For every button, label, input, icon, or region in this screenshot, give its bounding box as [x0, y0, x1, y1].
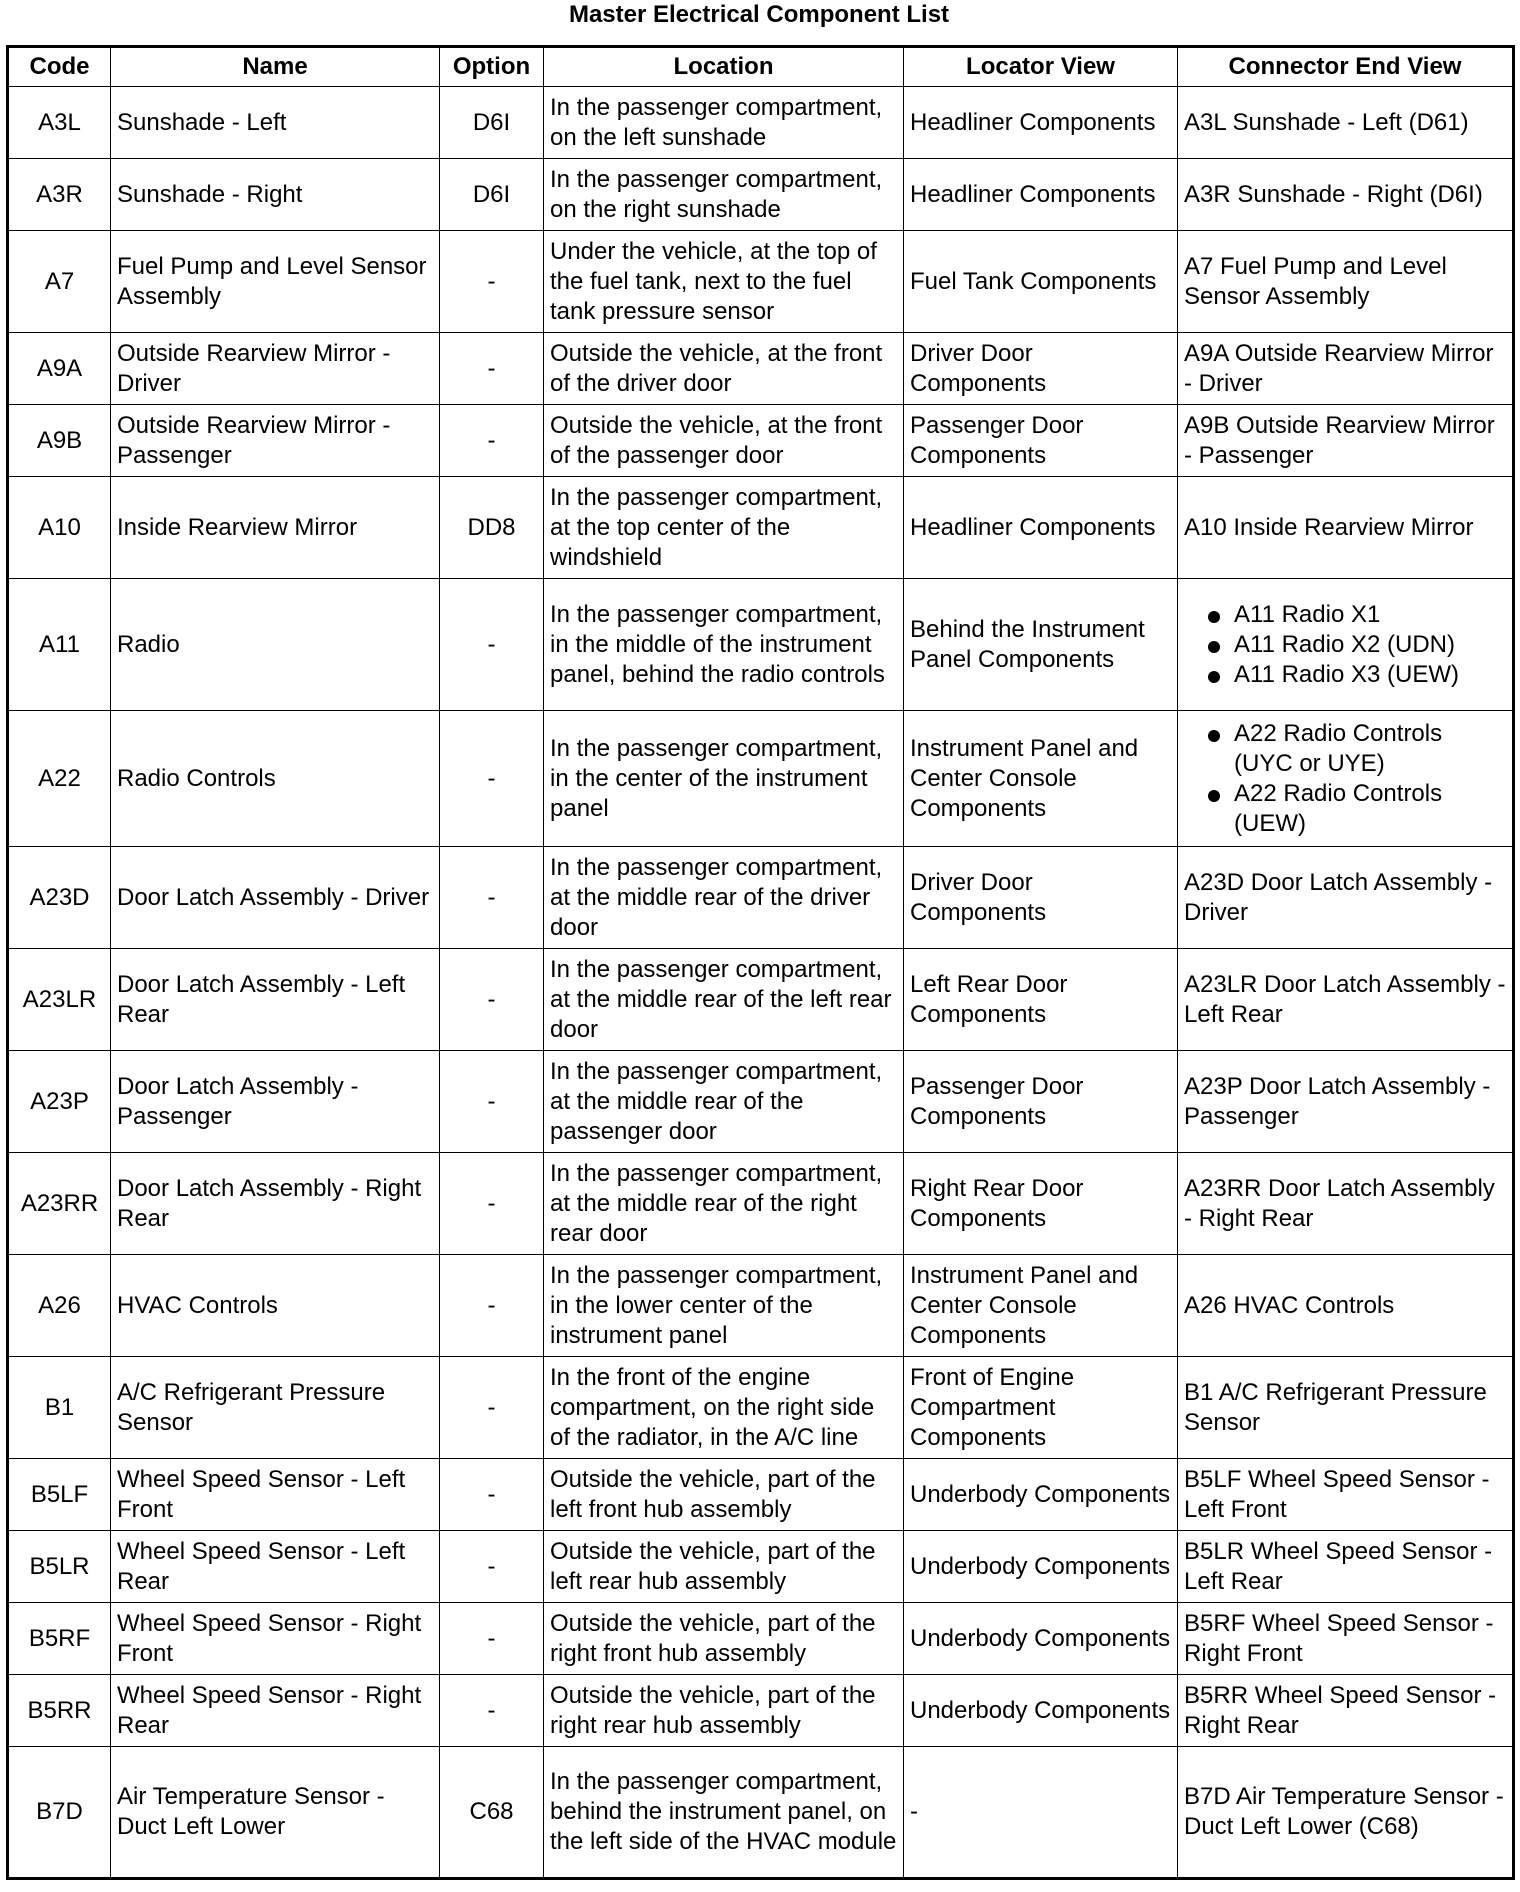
cell-option: DD8 [440, 477, 544, 579]
cell-name: Fuel Pump and Level Sensor Assembly [111, 231, 440, 333]
cell-option: - [440, 1255, 544, 1357]
cell-code: B5LR [8, 1531, 111, 1603]
connector-list-item: A22 Radio Controls (UEW) [1184, 779, 1506, 839]
cell-name: Door Latch Assembly - Right Rear [111, 1153, 440, 1255]
cell-locator-view: Driver Door Components [904, 333, 1178, 405]
cell-connector-end-view [1178, 87, 1514, 159]
cell-location: Outside the vehicle, part of the left rear hub assembly [544, 1531, 904, 1603]
table-row [8, 1459, 1514, 1531]
cell-locator-view: Passenger Door Components [904, 1051, 1178, 1153]
cell-name: Wheel Speed Sensor - Right Rear [111, 1675, 440, 1747]
cell-code: B7D [8, 1747, 111, 1879]
cell-locator-view: Behind the Instrument Panel Components [904, 579, 1178, 711]
table-row [8, 579, 1514, 711]
cell-connector-end-view [1178, 847, 1514, 949]
cell-code: B1 [8, 1357, 111, 1459]
column-header-locator-view: Locator View [904, 47, 1178, 87]
column-header-option: Option [440, 47, 544, 87]
cell-locator-view: Driver Door Components [904, 847, 1178, 949]
cell-connector-end-view [1178, 1603, 1514, 1675]
cell-connector-end-view [1178, 159, 1514, 231]
cell-code: A3L [8, 87, 111, 159]
cell-connector-end-view [1178, 711, 1514, 847]
connector-text: B5LF Wheel Speed Sensor - Left Front [1184, 1465, 1490, 1523]
cell-code: A23D [8, 847, 111, 949]
cell-option: C68 [440, 1747, 544, 1879]
cell-code: A3R [8, 159, 111, 231]
table-row [8, 87, 1514, 159]
cell-name: Sunshade - Left [111, 87, 440, 159]
cell-name: Inside Rearview Mirror [111, 477, 440, 579]
cell-location: In the passenger compartment, on the left sunshade [544, 87, 904, 159]
cell-option: - [440, 1603, 544, 1675]
connector-text: A9A Outside Rearview Mirror - Driver [1184, 339, 1494, 397]
cell-connector-end-view [1178, 231, 1514, 333]
cell-connector-end-view [1178, 477, 1514, 579]
cell-locator-view: Right Rear Door Components [904, 1153, 1178, 1255]
connector-list-item: A11 Radio X1 [1184, 600, 1506, 630]
table-row [8, 231, 1514, 333]
cell-name: Radio Controls [111, 711, 440, 847]
connector-text: A26 HVAC Controls [1184, 1291, 1395, 1319]
cell-option: - [440, 1531, 544, 1603]
cell-connector-end-view [1178, 1255, 1514, 1357]
table-row [8, 949, 1514, 1051]
connector-text: B5LR Wheel Speed Sensor - Left Rear [1184, 1537, 1493, 1595]
table-row [8, 1531, 1514, 1603]
connector-text: B7D Air Temperature Sensor - Duct Left Lower (C68) [1184, 1783, 1504, 1840]
cell-option: - [440, 333, 544, 405]
connector-list [1184, 719, 1506, 839]
cell-option: - [440, 1153, 544, 1255]
cell-option: D6I [440, 159, 544, 231]
cell-locator-view: Headliner Components [904, 477, 1178, 579]
table-row [8, 1747, 1514, 1879]
document-title: Master Electrical Component List [568, 1, 950, 28]
cell-code: B5RR [8, 1675, 111, 1747]
table-row [8, 405, 1514, 477]
table-row [8, 847, 1514, 949]
cell-name: Door Latch Assembly - Driver [111, 847, 440, 949]
cell-connector-end-view [1178, 1357, 1514, 1459]
cell-locator-view: Underbody Components [904, 1531, 1178, 1603]
cell-code: A23RR [8, 1153, 111, 1255]
connector-text: A9B Outside Rearview Mirror - Passenger [1184, 411, 1495, 469]
connector-text: B5RF Wheel Speed Sensor - Right Front [1184, 1609, 1494, 1667]
table-row [8, 477, 1514, 579]
table-body [8, 87, 1514, 1879]
table-row [8, 711, 1514, 847]
cell-location: In the passenger compartment, at the middle rear of the left rear door [544, 949, 904, 1051]
cell-option: - [440, 711, 544, 847]
cell-code: B5LF [8, 1459, 111, 1531]
cell-code: B5RF [8, 1603, 111, 1675]
cell-connector-end-view [1178, 333, 1514, 405]
cell-name: A/C Refrigerant Pressure Sensor [111, 1357, 440, 1459]
connector-text: A23RR Door Latch Assembly - Right Rear [1184, 1174, 1495, 1232]
cell-locator-view: Passenger Door Components [904, 405, 1178, 477]
cell-code: A9B [8, 405, 111, 477]
connector-list [1184, 600, 1506, 690]
table-row [8, 1153, 1514, 1255]
cell-option: - [440, 1051, 544, 1153]
table-row [8, 1675, 1514, 1747]
cell-name: Door Latch Assembly - Left Rear [111, 949, 440, 1051]
cell-connector-end-view [1178, 1675, 1514, 1747]
cell-locator-view: Instrument Panel and Center Console Components [904, 1255, 1178, 1357]
cell-name: Wheel Speed Sensor - Left Rear [111, 1531, 440, 1603]
cell-option: - [440, 1357, 544, 1459]
cell-code: A23P [8, 1051, 111, 1153]
cell-connector-end-view [1178, 949, 1514, 1051]
cell-locator-view: Underbody Components [904, 1603, 1178, 1675]
cell-location: In the passenger compartment, on the right sunshade [544, 159, 904, 231]
connector-text: A23LR Door Latch Assembly - Left Rear [1184, 970, 1506, 1028]
column-header-location: Location [544, 47, 904, 87]
cell-code: A23LR [8, 949, 111, 1051]
connector-text: A10 Inside Rearview Mirror [1184, 513, 1474, 541]
component-table [6, 45, 1515, 1880]
cell-location: In the passenger compartment, in the lower center of the instrument panel [544, 1255, 904, 1357]
cell-location: In the passenger compartment, at the middle rear of the driver door [544, 847, 904, 949]
connector-text: A3L Sunshade - Left (D61) [1184, 108, 1469, 136]
connector-text: B1 A/C Refrigerant Pressure Sensor [1184, 1378, 1487, 1436]
cell-location: Under the vehicle, at the top of the fuel tank, next to the fuel tank pressure sensor [544, 231, 904, 333]
cell-name: Wheel Speed Sensor - Left Front [111, 1459, 440, 1531]
cell-connector-end-view [1178, 1531, 1514, 1603]
connector-text: A3R Sunshade - Right (D6I) [1184, 180, 1483, 208]
cell-locator-view: Fuel Tank Components [904, 231, 1178, 333]
cell-connector-end-view [1178, 1153, 1514, 1255]
cell-connector-end-view [1178, 1459, 1514, 1531]
table-row [8, 1603, 1514, 1675]
cell-locator-view: Underbody Components [904, 1675, 1178, 1747]
cell-name: Air Temperature Sensor - Duct Left Lower [111, 1747, 440, 1879]
connector-list-item: A11 Radio X3 (UEW) [1184, 660, 1506, 690]
cell-name: Radio [111, 579, 440, 711]
cell-connector-end-view [1178, 579, 1514, 711]
cell-code: A9A [8, 333, 111, 405]
cell-option: - [440, 847, 544, 949]
table-row [8, 1255, 1514, 1357]
connector-text: B5RR Wheel Speed Sensor - Right Rear [1184, 1681, 1497, 1739]
cell-code: A22 [8, 711, 111, 847]
cell-locator-view: Headliner Components [904, 159, 1178, 231]
cell-code: A11 [8, 579, 111, 711]
cell-locator-view: Underbody Components [904, 1459, 1178, 1531]
cell-locator-view: - [904, 1747, 1178, 1879]
connector-text: A7 Fuel Pump and Level Sensor Assembly [1184, 252, 1447, 310]
cell-location: Outside the vehicle, part of the right front hub assembly [544, 1603, 904, 1675]
cell-option: - [440, 231, 544, 333]
cell-option: - [440, 1459, 544, 1531]
cell-code: A10 [8, 477, 111, 579]
cell-name: Sunshade - Right [111, 159, 440, 231]
connector-text: A23P Door Latch Assembly - Passenger [1184, 1072, 1491, 1130]
cell-location: In the passenger compartment, in the center of the instrument panel [544, 711, 904, 847]
table-row [8, 1357, 1514, 1459]
table-row [8, 1051, 1514, 1153]
cell-option: - [440, 405, 544, 477]
cell-location: Outside the vehicle, at the front of the driver door [544, 333, 904, 405]
cell-location: In the passenger compartment, in the middle of the instrument panel, behind the radio controls [544, 579, 904, 711]
table-header-row [8, 47, 1514, 87]
column-header-connector-end-view: Connector End View [1178, 47, 1514, 87]
cell-option: D6I [440, 87, 544, 159]
connector-list-item: A11 Radio X2 (UDN) [1184, 630, 1506, 660]
cell-locator-view: Instrument Panel and Center Console Components [904, 711, 1178, 847]
cell-location: Outside the vehicle, part of the left front hub assembly [544, 1459, 904, 1531]
cell-locator-view: Left Rear Door Components [904, 949, 1178, 1051]
cell-name: Outside Rearview Mirror - Passenger [111, 405, 440, 477]
column-header-code: Code [8, 47, 111, 87]
cell-connector-end-view [1178, 405, 1514, 477]
cell-location: In the front of the engine compartment, on the right side of the radiator, in the A/C line [544, 1357, 904, 1459]
cell-locator-view: Headliner Components [904, 87, 1178, 159]
cell-name: Door Latch Assembly - Passenger [111, 1051, 440, 1153]
cell-location: In the passenger compartment, at the middle rear of the passenger door [544, 1051, 904, 1153]
cell-locator-view: Front of Engine Compartment Components [904, 1357, 1178, 1459]
table-row [8, 333, 1514, 405]
cell-connector-end-view [1178, 1747, 1514, 1879]
cell-option: - [440, 579, 544, 711]
table-row [8, 159, 1514, 231]
cell-name: HVAC Controls [111, 1255, 440, 1357]
cell-option: - [440, 1675, 544, 1747]
column-header-name: Name [111, 47, 440, 87]
cell-location: Outside the vehicle, at the front of the passenger door [544, 405, 904, 477]
cell-code: A7 [8, 231, 111, 333]
connector-text: A23D Door Latch Assembly - Driver [1184, 868, 1493, 926]
connector-list-item: A22 Radio Controls (UYC or UYE) [1184, 719, 1506, 779]
cell-option: - [440, 949, 544, 1051]
cell-location: In the passenger compartment, behind the instrument panel, on the left side of the HVAC module [544, 1747, 904, 1879]
cell-code: A26 [8, 1255, 111, 1357]
cell-location: In the passenger compartment, at the top center of the windshield [544, 477, 904, 579]
cell-connector-end-view [1178, 1051, 1514, 1153]
cell-location: In the passenger compartment, at the middle rear of the right rear door [544, 1153, 904, 1255]
cell-name: Wheel Speed Sensor - Right Front [111, 1603, 440, 1675]
cell-name: Outside Rearview Mirror - Driver [111, 333, 440, 405]
cell-location: Outside the vehicle, part of the right rear hub assembly [544, 1675, 904, 1747]
